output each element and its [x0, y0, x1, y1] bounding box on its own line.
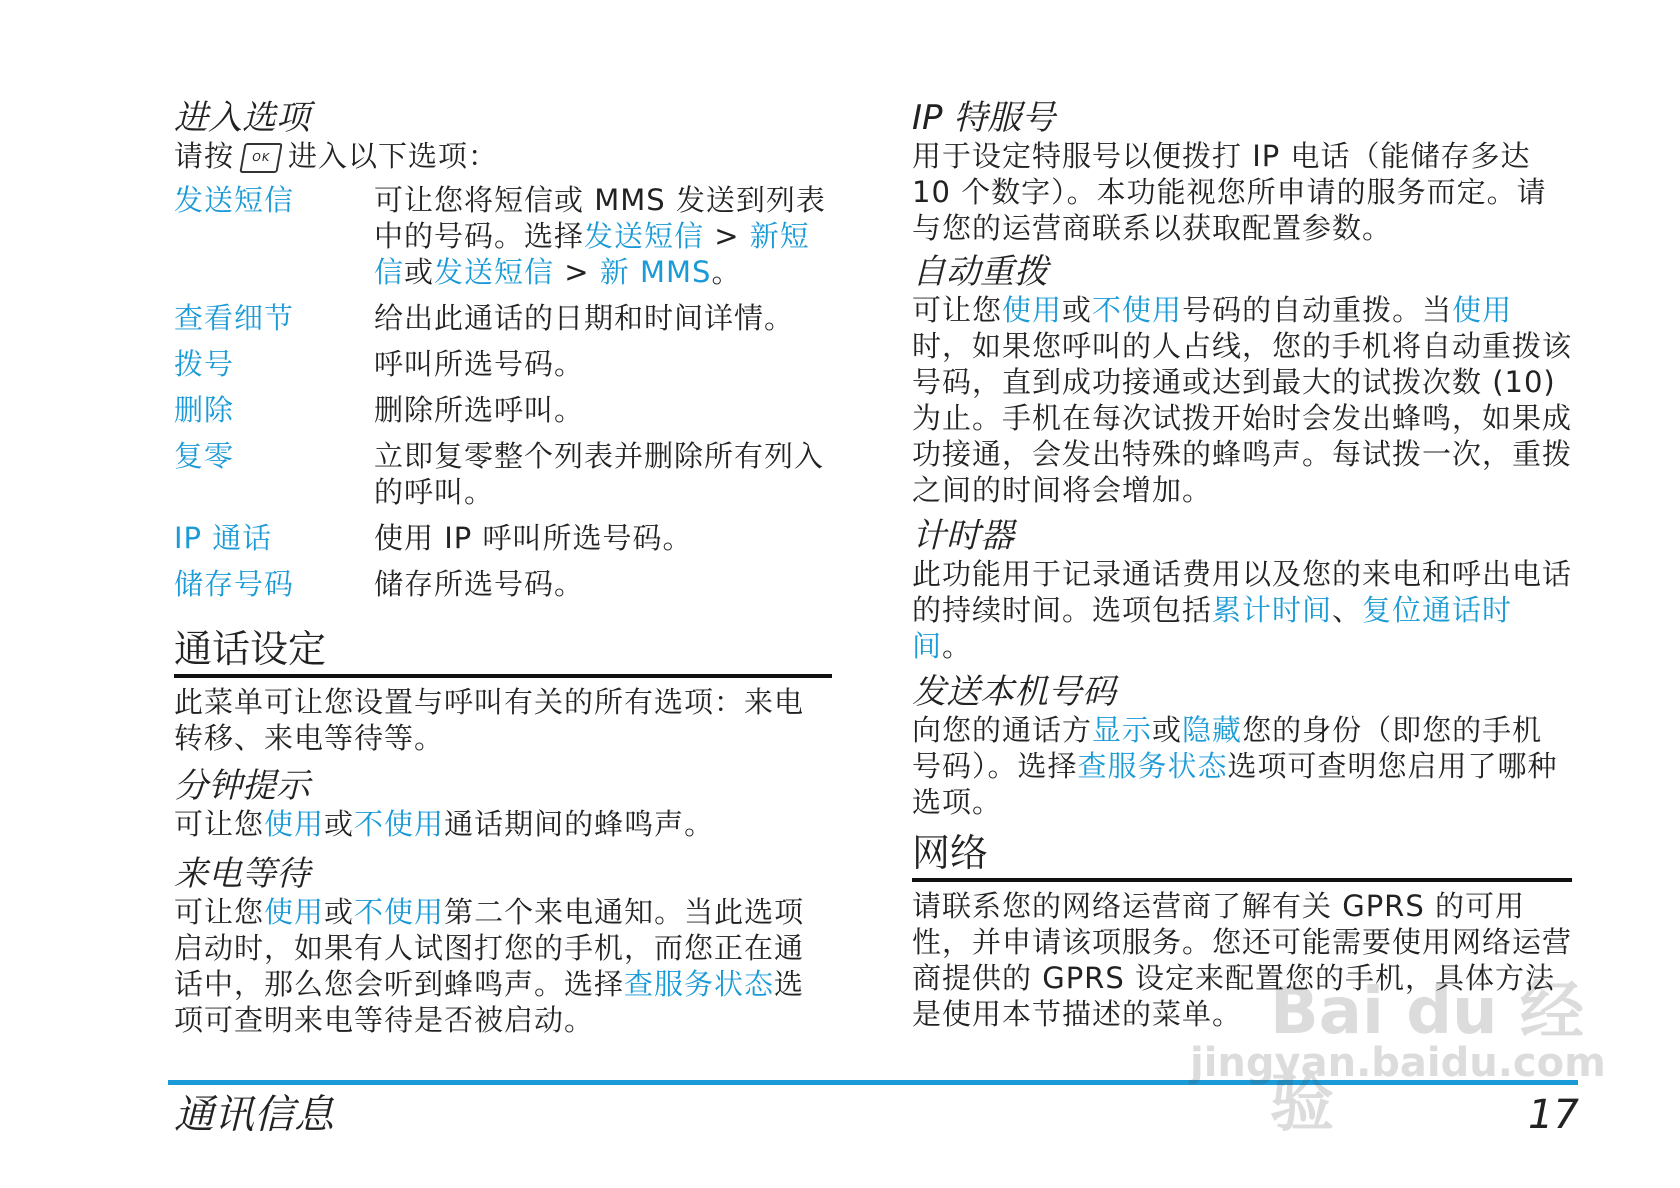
watermark-logo: Bai du 经验	[1270, 975, 1584, 1141]
ok-key-icon: OK	[239, 143, 282, 173]
option-desc: 立即复零整个列表并删除所有列入的呼叫。	[374, 439, 825, 509]
link-use: 使用	[1452, 293, 1513, 327]
text: 可让您	[912, 293, 1003, 327]
text: 向您的通话方	[912, 713, 1093, 747]
option-row	[174, 562, 832, 608]
option-key: IP 通话	[174, 521, 273, 555]
text: 、	[1332, 593, 1363, 627]
send-id-text	[912, 712, 1572, 820]
text: 或	[1152, 713, 1183, 747]
link-service-status: 查服务状态	[1077, 749, 1228, 783]
desc-link: 发送短信	[584, 219, 705, 253]
page-number: 17	[1528, 1092, 1579, 1138]
text: 或	[324, 807, 355, 841]
minute-minder-text	[174, 806, 832, 842]
link-reset-time: 复位通话时间	[912, 593, 1513, 663]
option-desc: 储存所选号码。	[374, 567, 585, 601]
section-title-options: 进入选项	[174, 98, 310, 138]
option-row	[174, 342, 832, 388]
text: 您的身份（即您的手机号码）。选择	[912, 713, 1543, 783]
text: 或	[1062, 293, 1093, 327]
option-row	[174, 178, 832, 296]
footer-rule	[168, 1080, 1578, 1085]
option-key: 拨号	[174, 347, 235, 381]
link-total-time: 累计时间	[1212, 593, 1333, 627]
option-row	[174, 388, 832, 434]
desc-link: 新短信	[374, 219, 810, 289]
intro-text-b: 进入以下选项：	[288, 139, 499, 173]
heading-call-settings: 通话设定	[174, 626, 832, 678]
text: 可让您	[174, 807, 265, 841]
left-column	[174, 98, 832, 1038]
section-title-auto-redial: 自动重拨	[912, 252, 1048, 292]
link-use: 使用	[264, 807, 325, 841]
text: 号码的自动重拨。当	[1182, 293, 1453, 327]
heading-network: 网络	[912, 830, 1572, 882]
option-row	[174, 516, 832, 562]
text: 通话期间的蜂鸣声。	[444, 807, 715, 841]
network-text: 请联系您的网络运营商了解有关 GPRS 的可用性，并申请该项服务。您还可能需要使用网络运营商提供的 GPRS 设定来配置您的手机，具体方法是使用本节描述的菜单。	[912, 889, 1573, 1031]
desc-text: >	[554, 255, 600, 289]
text: 时，如果您呼叫的人占线，您的手机将自动重拨该号码，直到成功接通或达到最大的试拨次数 (10) 为止。手机在每次试拨开始时会发出蜂鸣，如果成功接通，会发出特殊的蜂鸣声。每试拨一次，重拨之间的时间将会增加。	[912, 329, 1573, 507]
link-hide: 隐藏	[1182, 713, 1243, 747]
desc-link: 发送短信	[434, 255, 555, 289]
desc-text: 。	[711, 255, 742, 289]
intro-text-a: 请按	[174, 139, 235, 173]
call-waiting-text	[174, 894, 832, 1038]
section-title-ip-number: IP 特服号	[912, 98, 1056, 138]
text: 。	[942, 629, 973, 663]
watermark-url: jingyan.baidu.com	[1190, 1040, 1606, 1086]
text: 可让您	[174, 895, 265, 929]
section-title-send-id: 发送本机号码	[912, 672, 1116, 712]
section-title-call-waiting: 来电等待	[174, 854, 310, 894]
option-desc	[374, 178, 832, 296]
timer-text	[912, 556, 1572, 664]
section-title-minute-minder: 分钟提示	[174, 766, 310, 806]
option-key: 复零	[174, 439, 235, 473]
auto-redial-text	[912, 292, 1572, 508]
link-not-use: 不使用	[1092, 293, 1183, 327]
desc-link: 新 MMS	[599, 255, 712, 289]
option-row	[174, 296, 832, 342]
link-not-use: 不使用	[354, 807, 445, 841]
option-key: 删除	[174, 393, 235, 427]
text: 选项可查明您启用了哪种选项。	[912, 749, 1558, 819]
desc-text: >	[704, 219, 750, 253]
desc-text: 或	[404, 255, 435, 289]
section-title-timer: 计时器	[912, 516, 1014, 556]
option-key: 查看细节	[174, 301, 295, 335]
link-show: 显示	[1092, 713, 1153, 747]
option-desc: 删除所选呼叫。	[374, 393, 585, 427]
option-desc: 呼叫所选号码。	[374, 347, 585, 381]
text: 第二个来电通知。当此选项启动时，如果有人试图打您的手机，而您正在通话中，那么您会听到蜂鸣声。选择	[174, 895, 805, 1001]
options-table	[174, 178, 832, 608]
text: 选项可查明来电等待是否被启动。	[174, 967, 805, 1037]
link-service-status: 查服务状态	[624, 967, 775, 1001]
link-not-use: 不使用	[354, 895, 445, 929]
call-settings-text: 此菜单可让您设置与呼叫有关的所有选项：来电转移、来电等待等。	[174, 685, 805, 755]
option-desc: 给出此通话的日期和时间详情。	[374, 301, 795, 335]
text: 此功能用于记录通话费用以及您的来电和呼出电话的持续时间。选项包括	[912, 557, 1573, 627]
option-key: 发送短信	[174, 183, 295, 217]
options-intro	[174, 138, 832, 174]
ip-number-text: 用于设定特服号以便拨打 IP 电话（能储存多达 10 个数字）。本功能视您所申请的服务而定。请与您的运营商联系以获取配置参数。	[912, 139, 1547, 245]
option-desc: 使用 IP 呼叫所选号码。	[374, 521, 693, 555]
text: 或	[324, 895, 355, 929]
desc-text: 可让您将短信或 MMS 发送到列表中的号码。选择	[374, 183, 826, 253]
link-use: 使用	[1002, 293, 1063, 327]
option-key: 储存号码	[174, 567, 295, 601]
link-use: 使用	[264, 895, 325, 929]
footer-chapter-title: 通讯信息	[174, 1092, 334, 1138]
option-row	[174, 434, 832, 516]
right-column	[912, 98, 1572, 1032]
